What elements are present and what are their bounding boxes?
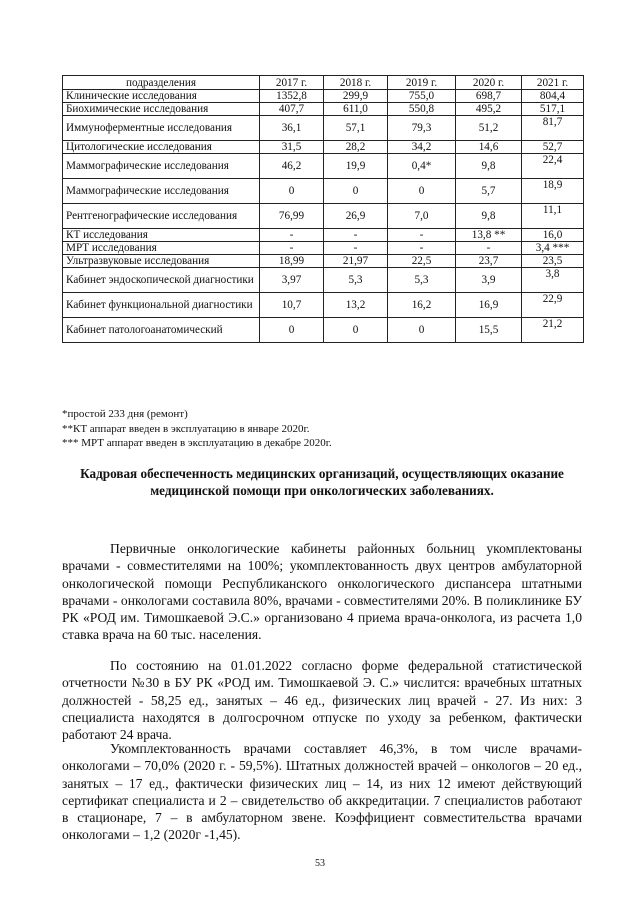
table-cell: 517,1: [522, 103, 584, 116]
table-cell: 81,7: [522, 116, 584, 141]
table-cell: 22,9: [522, 293, 584, 318]
table-cell: 5,7: [456, 179, 522, 204]
table-cell: 23,7: [456, 255, 522, 268]
table-row: [63, 141, 584, 154]
table-row: [63, 293, 584, 318]
table-cell: 19,9: [324, 154, 388, 179]
table-cell: 13,2: [324, 293, 388, 318]
header-cell: 2021 г.: [522, 76, 584, 90]
row-label: Ультразвуковые исследования: [63, 255, 260, 268]
paragraph: Первичные онкологические кабинеты районных больниц укомплектованы врачами - совместителями на 100%; укомплектованность двух центров амбулаторной онкологической помощи Республиканского онкологического диспансера штатными врачами - онкологами составила 80%, врачами - совместителями 20%. В поликлинике БУ РК «РОД им. Тимошкаевой Э.С.» организовано 4 приема врача-онколога, из расчета 1,0 ставка врача на 60 тыс. населения.: [62, 541, 582, 643]
row-label: Биохимические исследования: [63, 103, 260, 116]
table-row: [63, 116, 584, 141]
paragraph: Укомплектованность врачами составляет 46,3%, в том числе врачами-онкологами – 70,0% (2020 г. - 59,5%). Штатных должностей врачей – онкологов – 20 ед., занятых – 17 ед., фактически физических лиц – 14, из них 12 имеют действующий сертификат специалиста и 2 – свидетельство об аккредитации. 7 специалистов работают в стационаре, 7 – в амбулаторном звене. Коэффициент совместительства врачами онкологами – 1,2 (2020г -1,45).: [62, 741, 582, 843]
table-cell: 18,9: [522, 179, 584, 204]
footnote: **КТ аппарат введен в эксплуатацию в январе 2020г.: [62, 422, 310, 435]
table-cell: 9,8: [456, 204, 522, 229]
table-cell: 18,99: [260, 255, 324, 268]
table-footnotes: [62, 407, 582, 451]
table-cell: 28,2: [324, 141, 388, 154]
table-cell: 21,2: [522, 318, 584, 343]
table-row: [63, 179, 584, 204]
table-cell: 0: [324, 179, 388, 204]
table-row: [63, 242, 584, 255]
table-cell: -: [324, 242, 388, 255]
row-label: Клинические исследования: [63, 90, 260, 103]
header-cell: 2019 г.: [388, 76, 456, 90]
table-cell: 5,3: [324, 268, 388, 293]
table-cell: 31,5: [260, 141, 324, 154]
row-label: Кабинет патологоанатомический: [63, 318, 260, 343]
table-cell: 34,2: [388, 141, 456, 154]
table-cell: 0: [388, 179, 456, 204]
table-cell: 22,5: [388, 255, 456, 268]
table-row: [63, 229, 584, 242]
table-cell: 11,1: [522, 204, 584, 229]
table-cell: 3,9: [456, 268, 522, 293]
table-row: [63, 90, 584, 103]
row-label: Маммографические исследования: [63, 154, 260, 179]
table-row: [63, 268, 584, 293]
statistics-table: [62, 75, 584, 343]
table-row: [63, 204, 584, 229]
row-label: Иммуноферментные исследования: [63, 116, 260, 141]
table-cell: 79,3: [388, 116, 456, 141]
table-cell: 36,1: [260, 116, 324, 141]
table-cell: -: [260, 229, 324, 242]
row-label: КТ исследования: [63, 229, 260, 242]
table-cell: 15,5: [456, 318, 522, 343]
footnote: *** МРТ аппарат введен в эксплуатацию в декабре 2020г.: [62, 437, 332, 449]
row-label: Кабинет функциональной диагностики: [63, 293, 260, 318]
table-cell: 13,8 **: [456, 229, 522, 242]
table-cell: 52,7: [522, 141, 584, 154]
table-cell: 7,0: [388, 204, 456, 229]
header-cell: 2018 г.: [324, 76, 388, 90]
header-cell: подразделения: [63, 76, 260, 90]
table-cell: 3,4 ***: [522, 242, 584, 255]
table-cell: 611,0: [324, 103, 388, 116]
table-cell: 698,7: [456, 90, 522, 103]
table-cell: -: [388, 242, 456, 255]
header-cell: 2020 г.: [456, 76, 522, 90]
table-cell: 57,1: [324, 116, 388, 141]
table-cell: 550,8: [388, 103, 456, 116]
table-cell: 76,99: [260, 204, 324, 229]
table-header-row: [63, 76, 584, 90]
table-cell: 495,2: [456, 103, 522, 116]
section-heading: Кадровая обеспеченность медицинских организаций, осуществляющих оказание медицинской помощи при онкологических заболеваниях.: [80, 466, 564, 498]
table-cell: 0: [324, 318, 388, 343]
row-label: Рентгенографические исследования: [63, 204, 260, 229]
header-cell: 2017 г.: [260, 76, 324, 90]
table-cell: 9,8: [456, 154, 522, 179]
table-cell: 804,4: [522, 90, 584, 103]
table-cell: 10,7: [260, 293, 324, 318]
table-cell: -: [456, 242, 522, 255]
table-cell: 16,9: [456, 293, 522, 318]
table-cell: 0: [260, 179, 324, 204]
table-cell: 0: [260, 318, 324, 343]
table-cell: 3,8: [522, 268, 584, 293]
table-cell: 21,97: [324, 255, 388, 268]
table-cell: 16,2: [388, 293, 456, 318]
table-cell: 299,9: [324, 90, 388, 103]
table-cell: 51,2: [456, 116, 522, 141]
table-row: [63, 255, 584, 268]
row-label: Маммографические исследования: [63, 179, 260, 204]
row-label: МРТ исследования: [63, 242, 260, 255]
table-cell: 22,4: [522, 154, 584, 179]
table-cell: 16,0: [522, 229, 584, 242]
table-cell: 3,97: [260, 268, 324, 293]
page-number: 53: [315, 858, 325, 869]
table-cell: 407,7: [260, 103, 324, 116]
row-label: Цитологические исследования: [63, 141, 260, 154]
table-cell: 5,3: [388, 268, 456, 293]
footnote: *простой 233 дня (ремонт): [62, 408, 188, 420]
table-cell: 23,5: [522, 255, 584, 268]
paragraph: По состоянию на 01.01.2022 согласно форме федеральной статистической отчетности №30 в БУ РК «РОД им. Тимошкаевой Э. С.» числится: врачебных штатных должностей - 58,25 ед., занятых – 46 ед., физических лиц врачей - 27. Из них: 3 специалиста находятся в долгосрочном отпуске по уходу за ребенком, фактически работают 24 врача.: [62, 658, 582, 743]
table-cell: -: [260, 242, 324, 255]
table-row: [63, 318, 584, 343]
table-cell: 46,2: [260, 154, 324, 179]
table-cell: -: [324, 229, 388, 242]
table-row: [63, 154, 584, 179]
table-cell: 0,4*: [388, 154, 456, 179]
table-row: [63, 103, 584, 116]
table-cell: 26,9: [324, 204, 388, 229]
table-cell: 755,0: [388, 90, 456, 103]
table-cell: 0: [388, 318, 456, 343]
table-cell: 1352,8: [260, 90, 324, 103]
table-cell: -: [388, 229, 456, 242]
table-cell: 14,6: [456, 141, 522, 154]
row-label: Кабинет эндоскопической диагностики: [63, 268, 260, 293]
